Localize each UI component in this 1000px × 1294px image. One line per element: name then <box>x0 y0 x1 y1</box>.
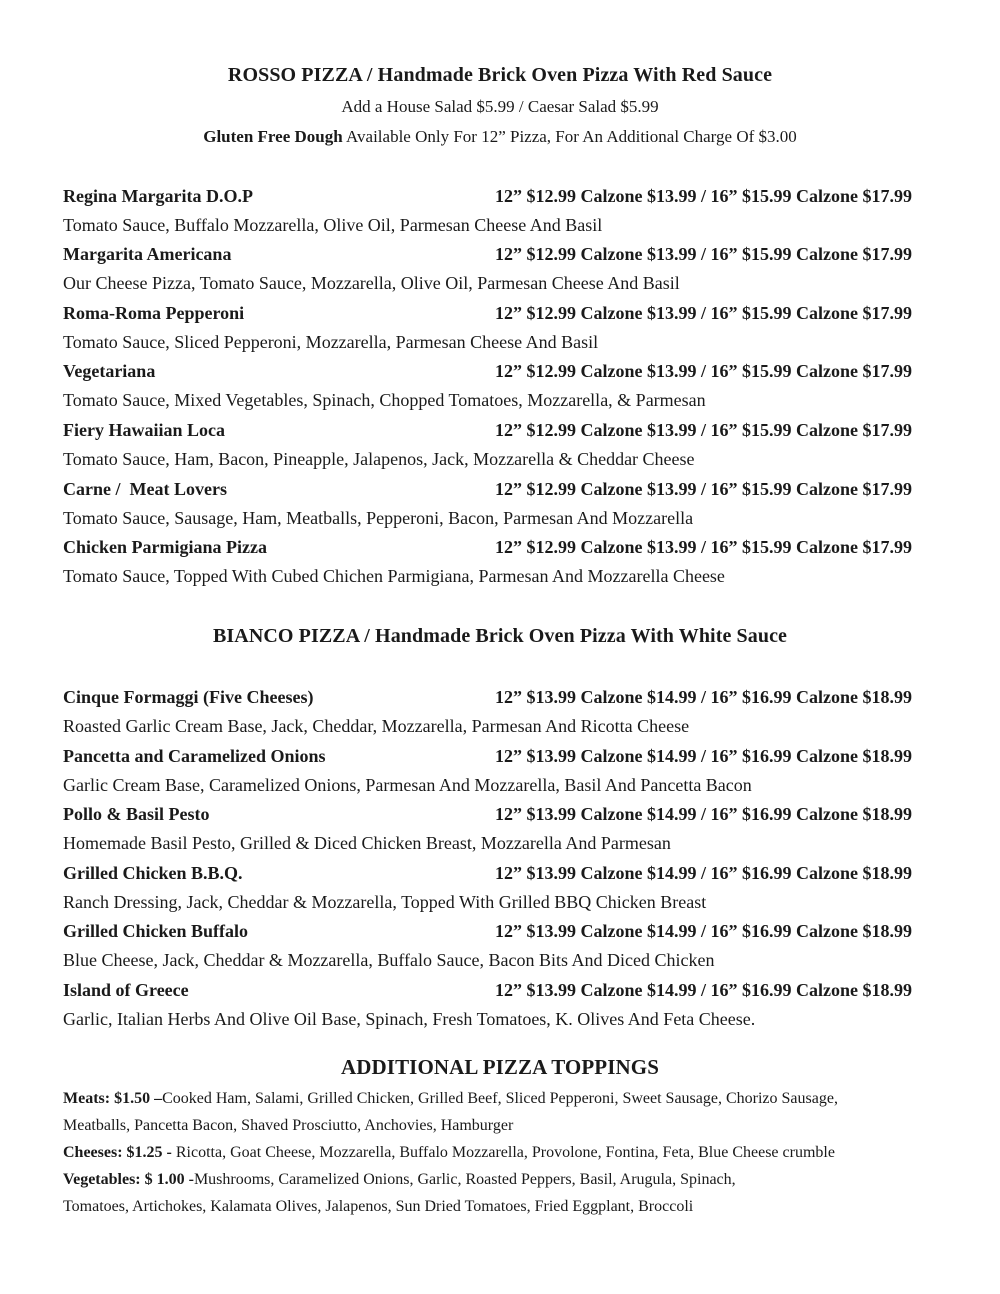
item-description: Blue Cheese, Jack, Cheddar & Mozzarella, Buffalo Sauce, Bacon Bits And Diced Chicken <box>63 950 715 970</box>
menu-item <box>63 979 912 1037</box>
item-price: 12” $12.99 Calzone $13.99 / 16” $15.99 Calzone $17.99 <box>495 303 912 323</box>
item-description: Ranch Dressing, Jack, Cheddar & Mozzarella, Topped With Grilled BBQ Chicken Breast <box>63 892 707 912</box>
menu-item <box>63 243 912 301</box>
item-price: 12” $13.99 Calzone $14.99 / 16” $16.99 Calzone $18.99 <box>495 863 912 883</box>
item-description: Tomato Sauce, Sliced Pepperoni, Mozzarella, Parmesan Cheese And Basil <box>63 332 599 352</box>
item-description: Tomato Sauce, Topped With Cubed Chichen Parmigiana, Parmesan And Mozzarella Cheese <box>63 566 725 586</box>
vegetables-text: Mushrooms, Caramelized Onions, Garlic, Roasted Peppers, Basil, Arugula, Spinach, <box>193 1171 736 1188</box>
menu-item <box>63 745 912 803</box>
item-name: Chicken Parmigiana Pizza <box>63 537 267 557</box>
item-description: Our Cheese Pizza, Tomato Sauce, Mozzarella, Olive Oil, Parmesan Cheese And Basil <box>63 273 680 293</box>
gluten-free-note <box>0 127 1000 147</box>
vegetables-row-continued: Tomatoes, Artichokes, Kalamata Olives, Jalapenos, Sun Dried Tomatoes, Fried Eggplant, Broccoli <box>63 1198 694 1215</box>
item-name: Fiery Hawaiian Loca <box>63 420 225 440</box>
menu-item <box>63 862 912 920</box>
item-description: Tomato Sauce, Buffalo Mozzarella, Olive Oil, Parmesan Cheese And Basil <box>63 215 603 235</box>
menu-item <box>63 536 912 594</box>
rosso-section-title: ROSSO PIZZA / Handmade Brick Oven Pizza With Red Sauce <box>227 64 773 86</box>
menu-item <box>63 920 912 978</box>
bianco-section-title: BIANCO PIZZA / Handmade Brick Oven Pizza With White Sauce <box>212 625 788 647</box>
item-name: Carne / Meat Lovers <box>63 479 227 499</box>
meats-label: Meats: $1.50 – <box>63 1090 163 1107</box>
item-name: Vegetariana <box>63 361 156 381</box>
item-name: Cinque Formaggi (Five Cheeses) <box>63 687 314 707</box>
item-name: Regina Margarita D.O.P <box>63 186 253 206</box>
item-description: Garlic, Italian Herbs And Olive Oil Base, Spinach, Fresh Tomatoes, K. Olives And Feta Cheese. <box>63 1009 756 1029</box>
menu-item <box>63 302 912 360</box>
toppings-section-title: ADDITIONAL PIZZA TOPPINGS <box>341 1055 659 1079</box>
item-price: 12” $12.99 Calzone $13.99 / 16” $15.99 Calzone $17.99 <box>495 361 912 381</box>
item-price: 12” $13.99 Calzone $14.99 / 16” $16.99 Calzone $18.99 <box>495 804 912 824</box>
item-name: Pollo & Basil Pesto <box>63 804 210 824</box>
meats-row-continued: Meatballs, Pancetta Bacon, Shaved Prosciutto, Anchovies, Hamburger <box>63 1117 514 1134</box>
menu-item <box>63 803 912 861</box>
item-description: Tomato Sauce, Sausage, Ham, Meatballs, Pepperoni, Bacon, Parmesan And Mozzarella <box>63 508 694 528</box>
menu-item <box>63 686 912 744</box>
item-price: 12” $12.99 Calzone $13.99 / 16” $15.99 Calzone $17.99 <box>495 244 912 264</box>
cheeses-text: Ricotta, Goat Cheese, Mozzarella, Buffalo Mozzarella, Provolone, Fontina, Feta, Blue Cheese crumble <box>171 1144 835 1161</box>
item-name: Margarita Americana <box>63 244 232 264</box>
menu-item <box>63 478 912 536</box>
cheeses-row <box>63 1139 923 1166</box>
vegetables-label: Vegetables: $ 1.00 - <box>63 1171 194 1188</box>
toppings-list <box>63 1085 923 1220</box>
item-price: 12” $13.99 Calzone $14.99 / 16” $16.99 Calzone $18.99 <box>495 746 912 766</box>
cheeses-label: Cheeses: $1.25 - <box>63 1144 172 1161</box>
item-price: 12” $13.99 Calzone $14.99 / 16” $16.99 Calzone $18.99 <box>495 980 912 1000</box>
menu-item <box>63 419 912 477</box>
item-price: 12” $12.99 Calzone $13.99 / 16” $15.99 Calzone $17.99 <box>495 420 912 440</box>
item-name: Roma-Roma Pepperoni <box>63 303 245 323</box>
item-price: 12” $12.99 Calzone $13.99 / 16” $15.99 Calzone $17.99 <box>495 479 912 499</box>
item-price: 12” $13.99 Calzone $14.99 / 16” $16.99 Calzone $18.99 <box>495 687 912 707</box>
item-description: Roasted Garlic Cream Base, Jack, Cheddar, Mozzarella, Parmesan And Ricotta Cheese <box>63 716 690 736</box>
item-price: 12” $12.99 Calzone $13.99 / 16” $15.99 Calzone $17.99 <box>495 186 912 206</box>
item-price: 12” $12.99 Calzone $13.99 / 16” $15.99 Calzone $17.99 <box>495 537 912 557</box>
gluten-free-text: Available Only For 12” Pizza, For An Additional Charge Of $3.00 <box>342 127 797 146</box>
menu-item <box>63 360 912 418</box>
item-description: Tomato Sauce, Ham, Bacon, Pineapple, Jalapenos, Jack, Mozzarella & Cheddar Cheese <box>63 449 695 469</box>
vegetables-row <box>63 1166 923 1193</box>
item-description: Garlic Cream Base, Caramelized Onions, Parmesan And Mozzarella, Basil And Pancetta Bacon <box>63 775 752 795</box>
item-name: Pancetta and Caramelized Onions <box>63 746 326 766</box>
item-name: Island of Greece <box>63 980 189 1000</box>
meats-text: Cooked Ham, Salami, Grilled Chicken, Grilled Beef, Sliced Pepperoni, Sweet Sausage, Chorizo Sausage, <box>162 1090 838 1107</box>
meats-row <box>63 1085 923 1112</box>
menu-item <box>63 185 912 243</box>
item-description: Tomato Sauce, Mixed Vegetables, Spinach, Chopped Tomatoes, Mozzarella, & Parmesan <box>63 390 706 410</box>
item-name: Grilled Chicken B.B.Q. <box>63 863 243 883</box>
salad-note: Add a House Salad $5.99 / Caesar Salad $5.99 <box>341 97 659 116</box>
gluten-free-label: Gluten Free Dough <box>203 127 343 146</box>
item-name: Grilled Chicken Buffalo <box>63 921 249 941</box>
item-price: 12” $13.99 Calzone $14.99 / 16” $16.99 Calzone $18.99 <box>495 921 912 941</box>
item-description: Homemade Basil Pesto, Grilled & Diced Chicken Breast, Mozzarella And Parmesan <box>63 833 671 853</box>
